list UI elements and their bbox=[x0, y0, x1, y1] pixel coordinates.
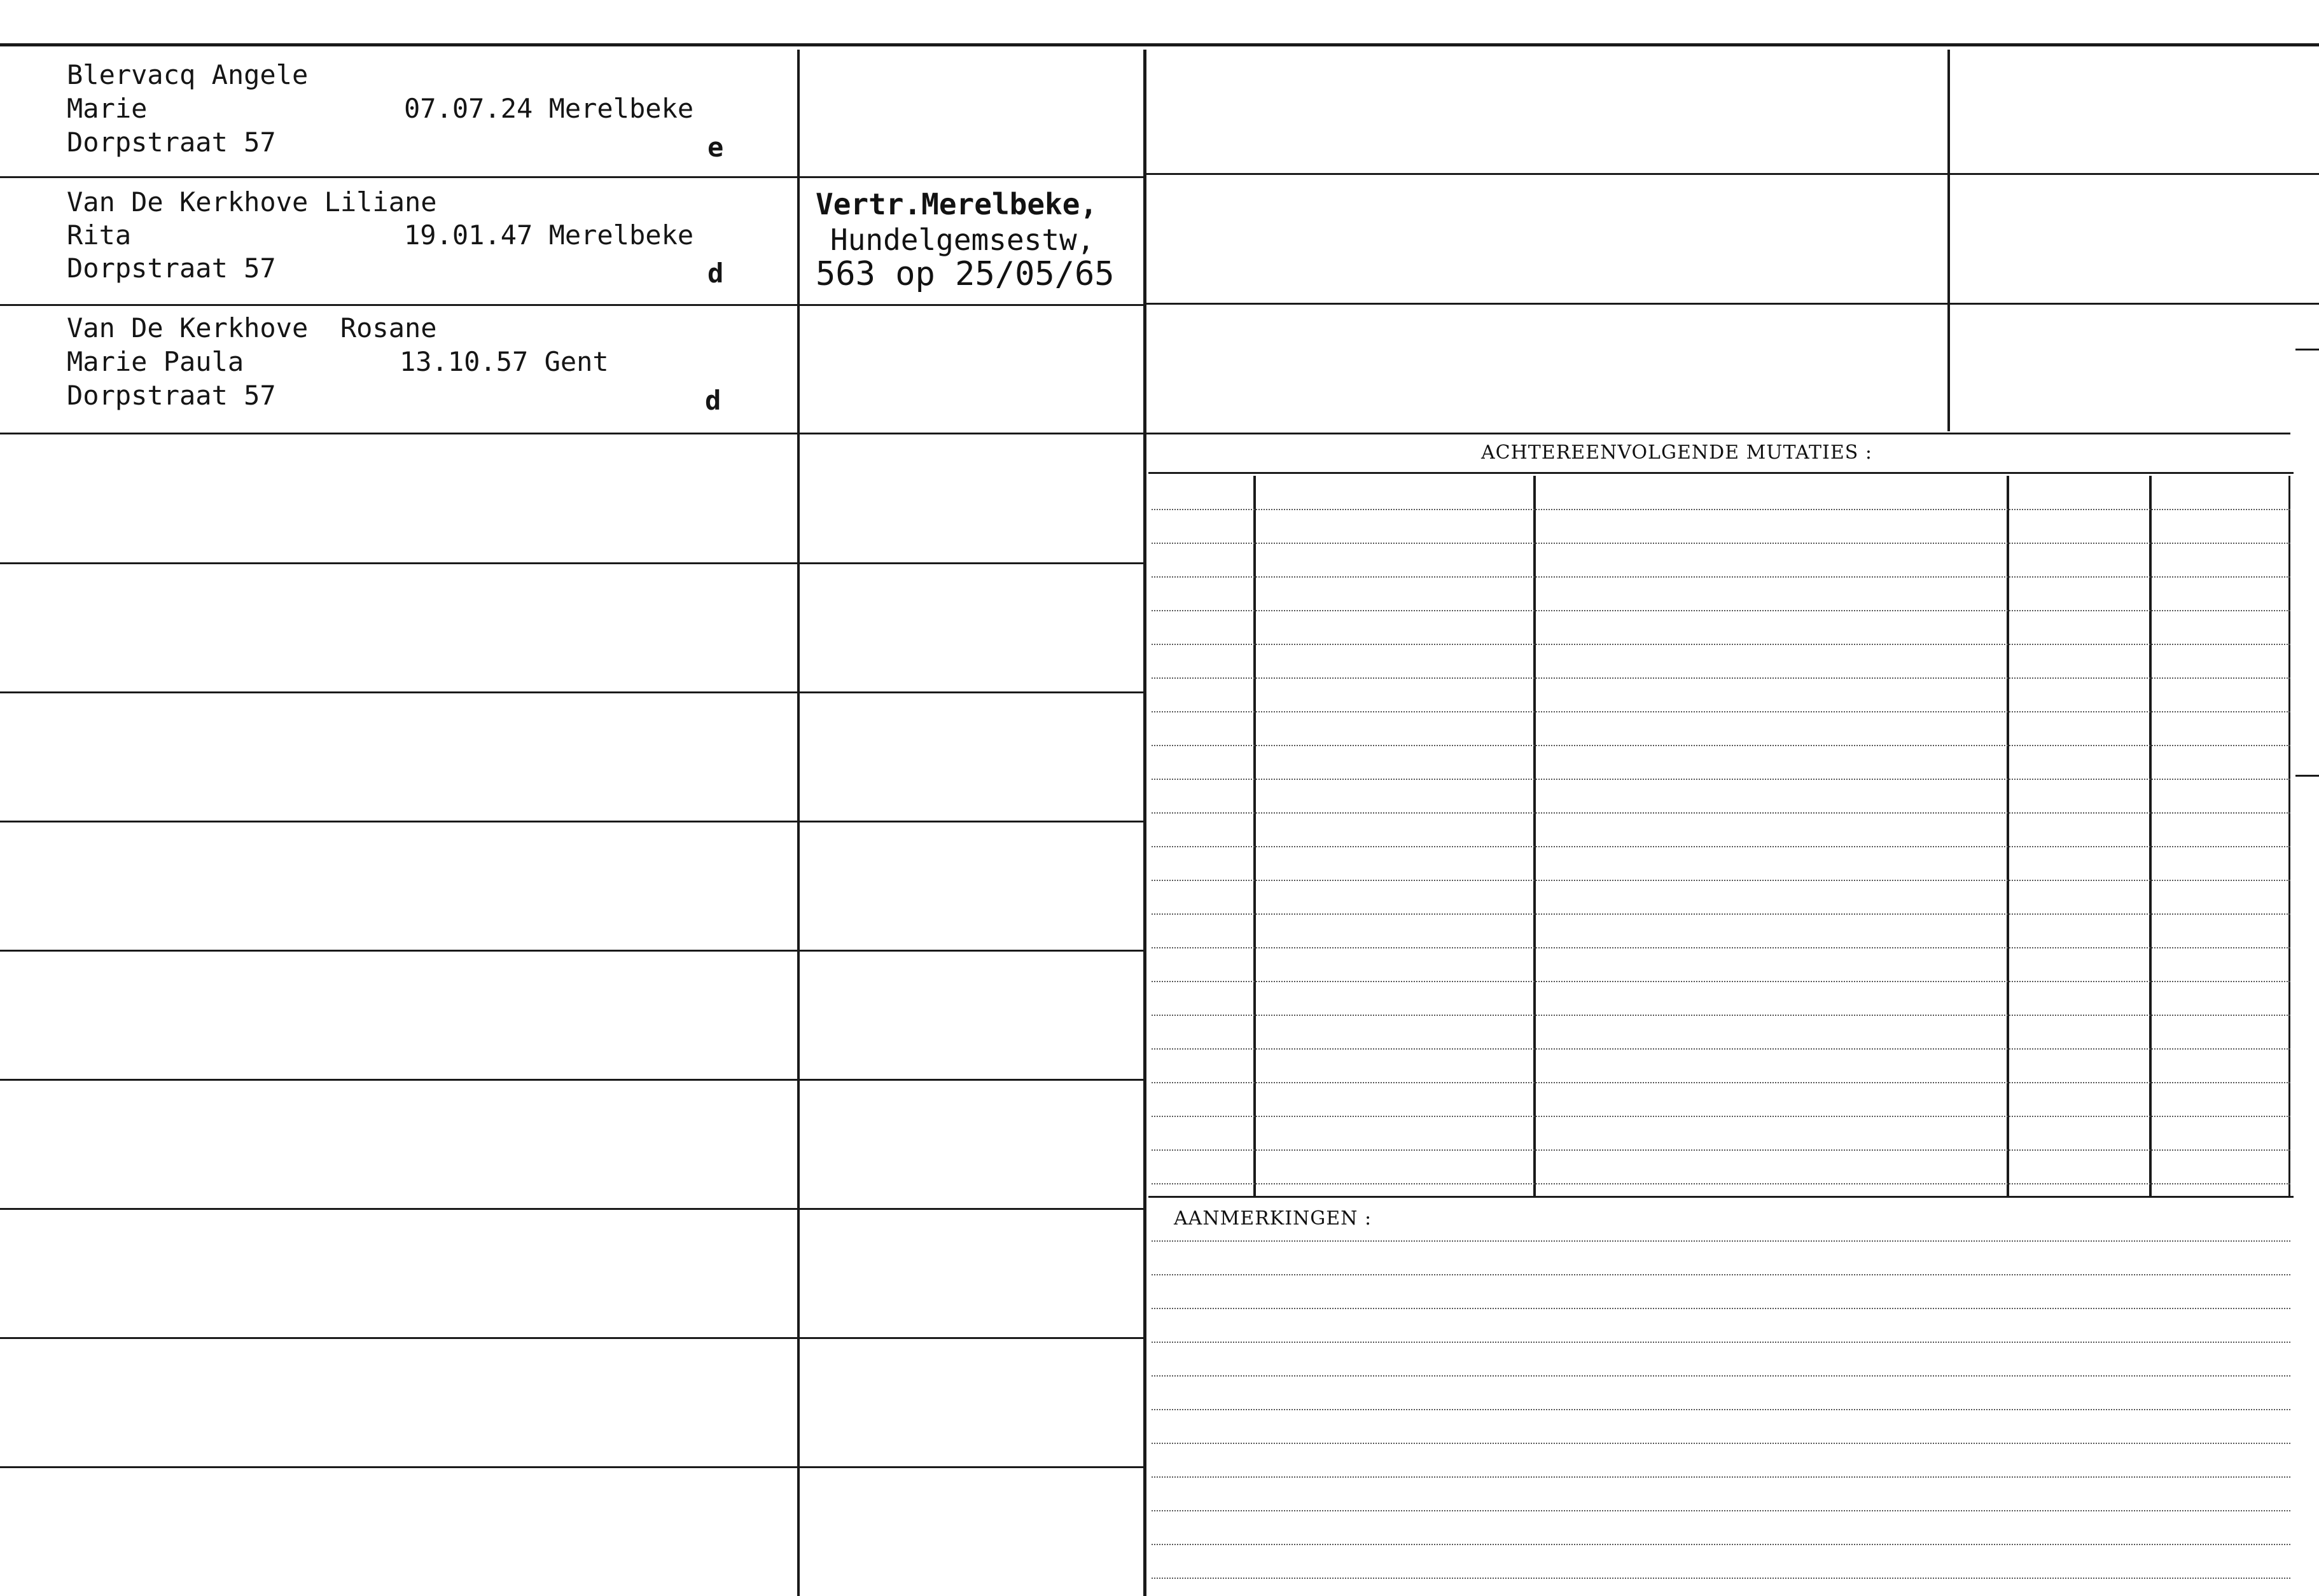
mutation-ruled-line bbox=[1152, 846, 2290, 847]
remark-ruled-line bbox=[1152, 1274, 2290, 1275]
mutation-ruled-line bbox=[1152, 677, 2290, 679]
top-border bbox=[0, 43, 2319, 46]
margin-tick-lower bbox=[2295, 775, 2319, 777]
mutation-ruled-line bbox=[1152, 543, 2290, 544]
record-2-note-line-1: Vertr.Merelbeke, bbox=[816, 187, 1098, 221]
remark-ruled-line bbox=[1152, 1443, 2290, 1444]
remark-ruled-line bbox=[1152, 1544, 2290, 1545]
mutation-ruled-line bbox=[1152, 509, 2290, 510]
record-2-name: Van De Kerkhove Liliane bbox=[67, 186, 437, 218]
mutation-ruled-line bbox=[1152, 947, 2290, 948]
remark-ruled-line bbox=[1152, 1409, 2290, 1410]
mutation-ruled-line bbox=[1152, 1048, 2290, 1050]
mutation-ruled-line bbox=[1152, 880, 2290, 881]
record-2-note-line-3: 563 op 25/05/65 bbox=[816, 255, 1115, 293]
remark-ruled-line bbox=[1152, 1510, 2290, 1511]
remark-ruled-line bbox=[1152, 1342, 2290, 1343]
record-1-name: Blervacq Angele bbox=[67, 59, 309, 90]
mutation-ruled-line bbox=[1152, 1116, 2290, 1117]
record-3-birth: 13.10.57 Gent bbox=[400, 346, 609, 377]
record-2-birth: 19.01.47 Merelbeke bbox=[404, 219, 694, 251]
column-divider-2 bbox=[1143, 50, 1146, 1596]
remarks-title: AANMERKINGEN : bbox=[1174, 1207, 1372, 1230]
column-divider-1 bbox=[797, 50, 800, 1596]
record-2-address: Dorpstraat 57 bbox=[67, 253, 276, 284]
record-3-address: Dorpstraat 57 bbox=[67, 380, 276, 411]
record-1-first-names: Marie bbox=[67, 93, 148, 124]
mutation-ruled-line bbox=[1152, 610, 2290, 611]
record-2-note-line-2: Hundelgemsestw, bbox=[830, 223, 1095, 257]
mutation-ruled-line bbox=[1152, 1149, 2290, 1151]
mutations-title: ACHTEREENVOLGENDE MUTATIES : bbox=[1481, 441, 1872, 464]
mutation-ruled-line bbox=[1152, 576, 2290, 578]
record-2-first-names: Rita bbox=[67, 219, 132, 251]
mutation-ruled-line bbox=[1152, 812, 2290, 814]
margin-tick-upper bbox=[2295, 349, 2319, 350]
mutation-ruled-line bbox=[1152, 1183, 2290, 1184]
remark-ruled-line bbox=[1152, 1375, 2290, 1377]
mutation-ruled-line bbox=[1152, 779, 2290, 780]
remark-ruled-line bbox=[1152, 1578, 2290, 1579]
column-divider-3 bbox=[1947, 50, 1950, 431]
record-3-first-names: Marie Paula bbox=[67, 346, 244, 377]
mutation-ruled-line bbox=[1152, 644, 2290, 645]
mutation-ruled-line bbox=[1152, 711, 2290, 712]
record-1-code: e bbox=[707, 132, 724, 163]
record-2-code: d bbox=[707, 258, 724, 289]
record-3-code: d bbox=[705, 385, 721, 416]
remark-ruled-line bbox=[1152, 1308, 2290, 1309]
remark-ruled-line bbox=[1152, 1240, 2290, 1242]
mutation-ruled-line bbox=[1152, 1082, 2290, 1083]
remark-ruled-line bbox=[1152, 1476, 2290, 1478]
record-1-address: Dorpstraat 57 bbox=[67, 127, 276, 158]
record-3-name: Van De Kerkhove Rosane bbox=[67, 312, 437, 343]
mutation-ruled-line bbox=[1152, 981, 2290, 982]
mutation-ruled-line bbox=[1152, 913, 2290, 915]
mutation-ruled-line bbox=[1152, 745, 2290, 746]
mutation-ruled-line bbox=[1152, 1015, 2290, 1016]
record-1-birth: 07.07.24 Merelbeke bbox=[404, 93, 694, 124]
